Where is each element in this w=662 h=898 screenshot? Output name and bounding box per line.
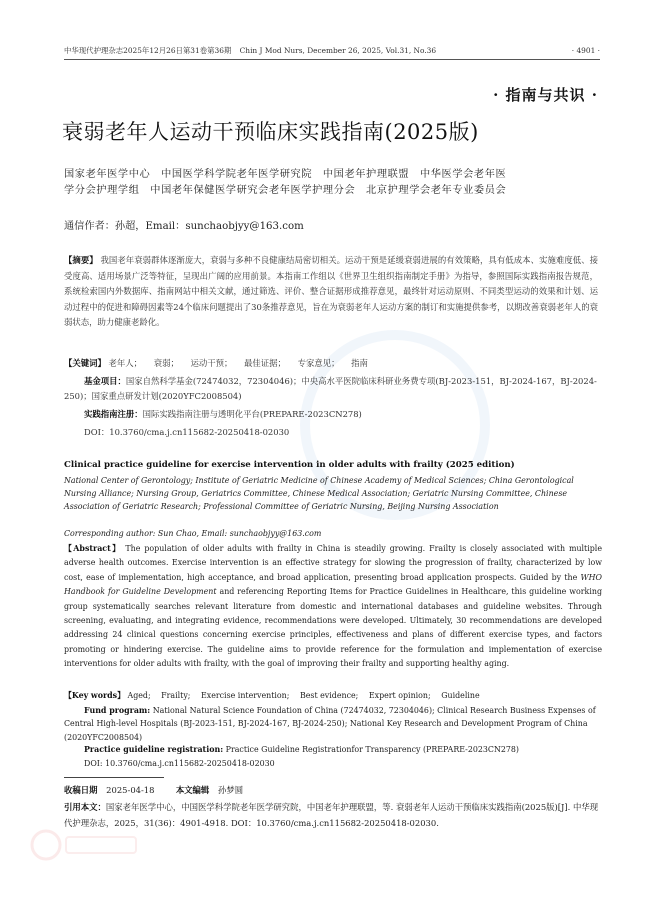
keywords-cn-label: 【关键词】 <box>64 358 106 368</box>
fund-en-text: National Natural Science Foundation of China (72474032, 72304046); Clinical Research Business Expenses of Central High-level Hospitals (BJ-2023-151, BJ-2024-167, BJ-2024-250); National Key Research and Development Program of China (2020YFC2008504) <box>64 706 596 742</box>
keyword-en: Frailty; <box>161 691 191 700</box>
footer-divider <box>64 777 164 778</box>
registration-en-label: Practice guideline registration: <box>84 745 224 754</box>
correspondence-cn: 通信作者：孙超，Email：sunchaobjyy@163.com <box>64 221 304 232</box>
abstract-cn-label: 【摘要】 <box>64 255 98 265</box>
journal-name-en: Chin J Mod Nurs, December 26, 2025, Vol.31, No.36 <box>239 46 437 55</box>
keyword-en: Exercise intervention; <box>200 691 290 700</box>
fund-cn <box>64 374 598 405</box>
keywords-en-label: 【Key words】 <box>64 691 125 700</box>
keyword-cn: 老年人； <box>108 358 143 368</box>
abstract-en-text: The population of older adults with frailty in China is steadily growing. Frailty is closely associated with multiple adverse health outcomes. Exercise intervention is an effective strategy for slowing the progression of frailty, characterized by low cost, ease of implementation, high acceptance, and broad application, presenting broad application prospects. Guided by the <box>64 544 602 582</box>
keyword-en: Aged; <box>127 691 151 700</box>
keyword-en: Guideline <box>441 691 480 700</box>
keyword-en: Best evidence; <box>299 691 359 700</box>
keyword-en: Expert opinion; <box>368 691 431 700</box>
doi-en[interactable]: DOI: 10.3760/cma.j.cn115682-20250418-02030 <box>84 759 275 768</box>
authors-cn: 国家老年医学中心 中国医学科学院老年医学研究院 中国老年护理联盟 中华医学会老年医学分会护理学组 中国老年保健医学研究会老年医学护理分会 北京护理学会老年专业委员会 <box>64 169 507 197</box>
fund-en <box>64 704 602 744</box>
abstract-cn <box>64 253 598 331</box>
keyword-cn: 指南 <box>351 358 368 368</box>
running-head <box>64 46 600 60</box>
keyword-cn: 运动干预； <box>190 358 233 368</box>
registration-cn-label: 实践指南注册： <box>84 409 143 419</box>
article-title-en: Clinical practice guideline for exercise intervention in older adults with frailty (2025 edition) <box>64 460 515 470</box>
article-title-cn: 衰弱老年人运动干预临床实践指南(2025版) <box>62 120 479 144</box>
citation-text: 国家老年医学中心，中国医学科学院老年医学研究院，中国老年护理联盟，等. 衰弱老年人运动干预临床实践指南(2025版)[J]. 中华现代护理杂志，2025，31(36)：4901-4918. DOI：10.3760/cma.j.cn115682-20250418-02030. <box>64 802 599 828</box>
keyword-cn: 衰弱； <box>153 358 179 368</box>
editor-label: 本文编辑 <box>175 785 210 795</box>
abstract-en-text-cont: and referencing Reporting Items for Practice Guidelines in Healthcare, this guideline working group systematically searches relevant literature from domestic and international databases and guideline websites. Through screening, evaluating, and integrating evidence, recommendations were developed. Ultimately, 30 recommendations are developed addressing 24 clinical questions concerning exercise principles, effectiveness and plans of different exercise types, and factors promoting or hindering exercise. The guideline aims to provide reference for the formulation and implementation of exercise interventions for older adults with frailty, with the goal of improving their frailty and supporting healthy aging. <box>64 587 602 669</box>
fund-cn-text: 国家自然科学基金(72474032，72304046)；中央高水平医院临床科研业务费专项(BJ-2023-151，BJ-2024-167，BJ-2024-250)；国家重点研发计划(2020YFC2008504) <box>64 376 597 402</box>
registration-cn-text: 国际实践指南注册与透明化平台(PREPARE-2023CN278) <box>142 409 362 419</box>
received-label: 收稿日期 <box>64 785 98 795</box>
doi-cn[interactable]: DOI：10.3760/cma.j.cn115682-20250418-02030 <box>84 427 290 437</box>
page-number: · 4901 · <box>571 46 600 55</box>
section-label: · 指南与共识 · <box>493 86 598 104</box>
registration-en <box>84 744 604 756</box>
abstract-en-label: 【Abstract】 <box>64 544 122 553</box>
registration-en-text: Practice Guideline Registrationfor Transparency (PREPARE-2023CN278) <box>225 745 520 754</box>
citation-label: 引用本文： <box>64 802 106 812</box>
keywords-cn <box>64 356 598 370</box>
keyword-cn: 最佳证据； <box>244 358 286 368</box>
abstract-cn-text: 我国老年衰弱群体逐渐庞大，衰弱与多种不良健康结局密切相关。运动干预是延缓衰弱进展的有效策略，具有低成本、实施难度低、接受度高、适用场景广泛等特征，呈现出广阔的应用前景。本指南工作组以《世界卫生组织指南制定手册》为指导，参照国际实践指南报告规范，系统检索国内外数据库、指南网站中相关文献，通过筛选、评价、整合证据形成推荐意见，最终针对运动原则、不同类型运动的效果和计划、运动过程中的促进和障碍因素等24个临床问题提出了30条推荐意见，旨在为衰弱老年人运动方案的制订和实施提供参考，以期改善衰弱老年人的衰弱状态，助力健康老龄化。 <box>64 255 599 328</box>
abstract-en-handbook-title: WHO Handbook for Guideline Development <box>64 572 602 597</box>
citation <box>64 800 602 831</box>
correspondence-en: Corresponding author: Sun Chao, Email: sunchaobjyy@163.com <box>64 529 322 538</box>
keyword-cn: 专家意见； <box>297 358 340 368</box>
journal-name-cn: 中华现代护理杂志2025年12月26日第31卷第36期 <box>64 46 232 55</box>
fund-en-label: Fund program: <box>84 706 151 715</box>
keywords-en <box>64 689 602 702</box>
authors-en: National Center of Gerontology; Institute of Geriatric Medicine of Chinese Academy of Medical Sciences; China Gerontological Nursing Alliance; Nursing Group, Geriatrics Committee, Chinese Medical Association; Geriatric Nursing Committee, Chinese Association of Geriatric Research; Professional Committee of Geriatric Nursing, Beijing Nursing Association <box>64 476 574 512</box>
editor-name: 孙梦圆 <box>217 785 244 795</box>
footer-dates <box>64 784 243 796</box>
registration-cn <box>84 407 598 421</box>
received-date: 2025-04-18 <box>106 785 155 795</box>
fund-cn-label: 基金项目： <box>84 376 126 386</box>
abstract-en <box>64 542 602 672</box>
